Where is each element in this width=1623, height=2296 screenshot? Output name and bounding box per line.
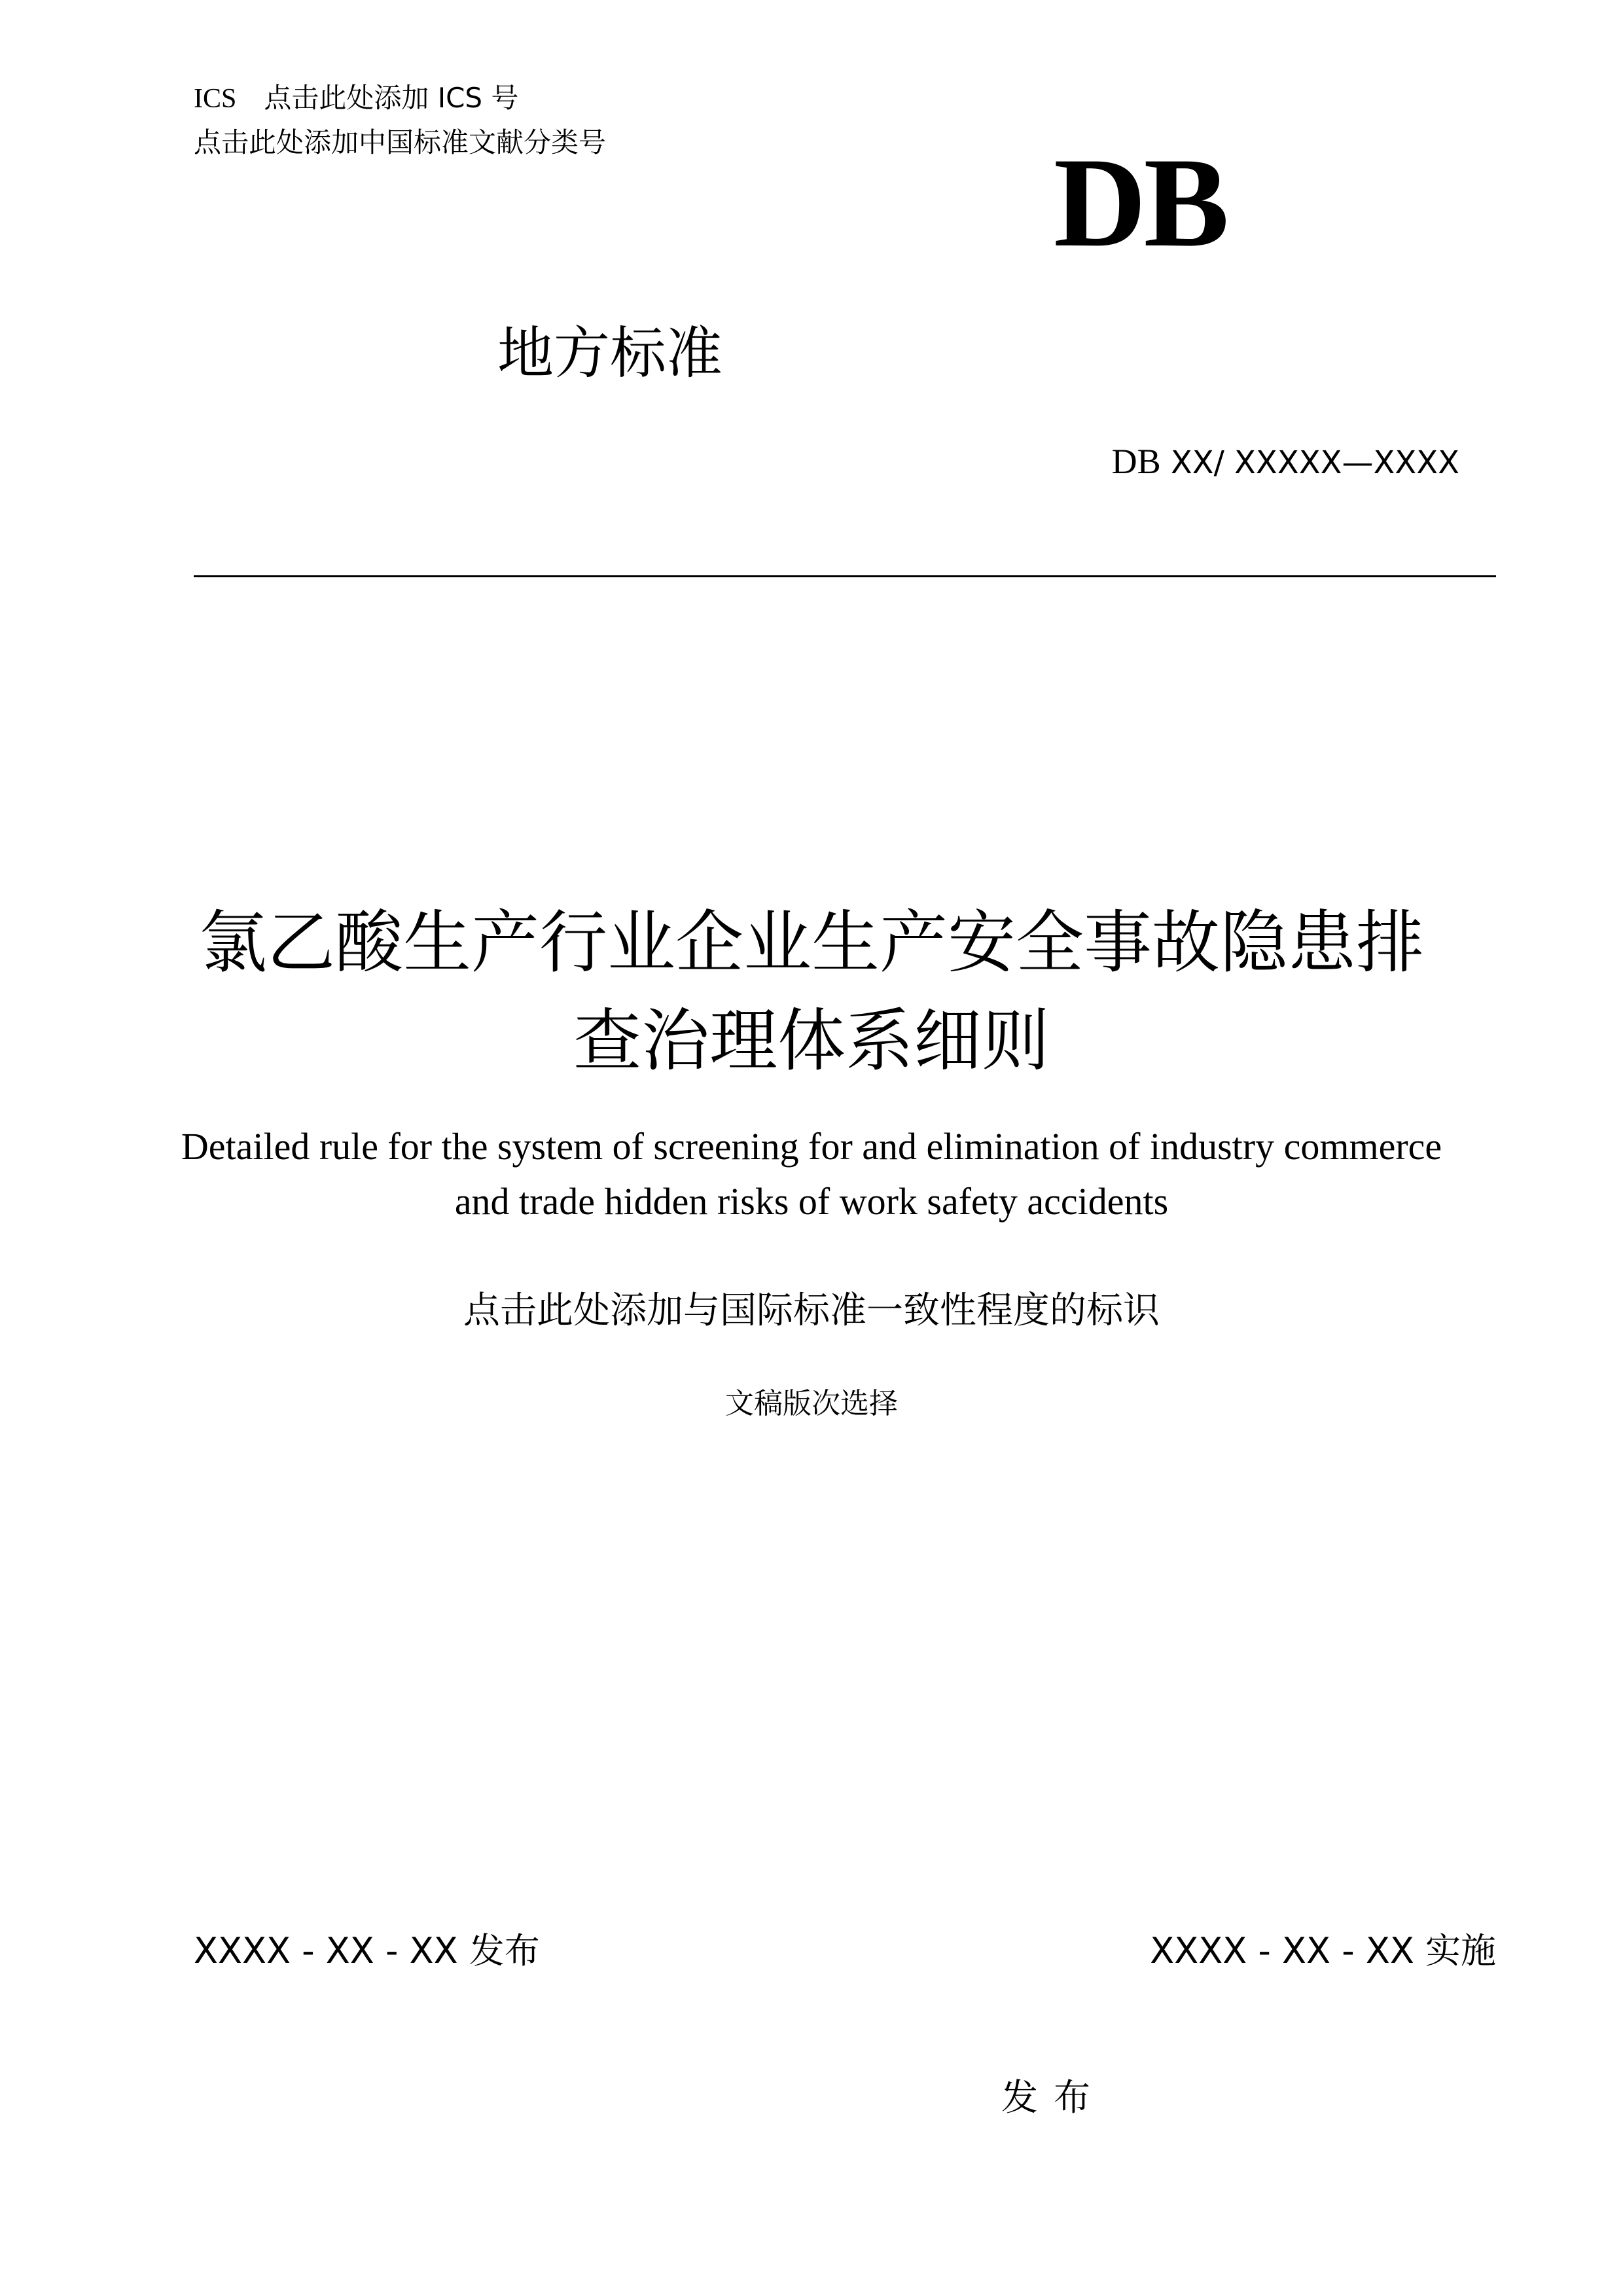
draft-version-select[interactable]: 文稿版次选择 <box>725 1387 898 1420</box>
standard-number-value: XX/ XXXXX—XXXX <box>1160 444 1459 481</box>
db-mark: DB <box>1054 132 1227 274</box>
chinese-title-line-1: 氯乙酸生产行业企业生产安全事故隐患排 <box>198 903 1424 982</box>
ccs-placeholder[interactable]: 点击此处添加中国标准文献分类号 <box>194 126 607 158</box>
chinese-title-line-2: 查治理体系细则 <box>573 1001 1050 1081</box>
chinese-title[interactable] <box>157 893 1466 1090</box>
issuer[interactable]: 发布 <box>1001 2077 1106 2119</box>
ics-line <box>194 80 518 117</box>
ics-prefix: ICS <box>194 84 237 114</box>
english-title[interactable] <box>157 1119 1466 1229</box>
standard-number-prefix: DB <box>1111 442 1161 481</box>
consistency-placeholder[interactable]: 点击此处添加与国际标准一致性程度的标识 <box>463 1289 1160 1332</box>
standard-type: 地方标准 <box>497 321 722 386</box>
standard-number[interactable] <box>1112 439 1459 486</box>
english-title-line-1: Detailed rule for the system of screening for and elimination of industry commerce <box>181 1125 1442 1168</box>
ics-placeholder[interactable]: 点击此处添加 ICS 号 <box>264 82 519 114</box>
header-divider <box>194 575 1496 577</box>
issue-date[interactable]: XXXX - XX - XX 发布 <box>194 1930 540 1971</box>
implementation-date[interactable]: XXXX - XX - XX 实施 <box>1150 1930 1496 1971</box>
english-title-line-2: and trade hidden risks of work safety accidents <box>454 1180 1169 1223</box>
